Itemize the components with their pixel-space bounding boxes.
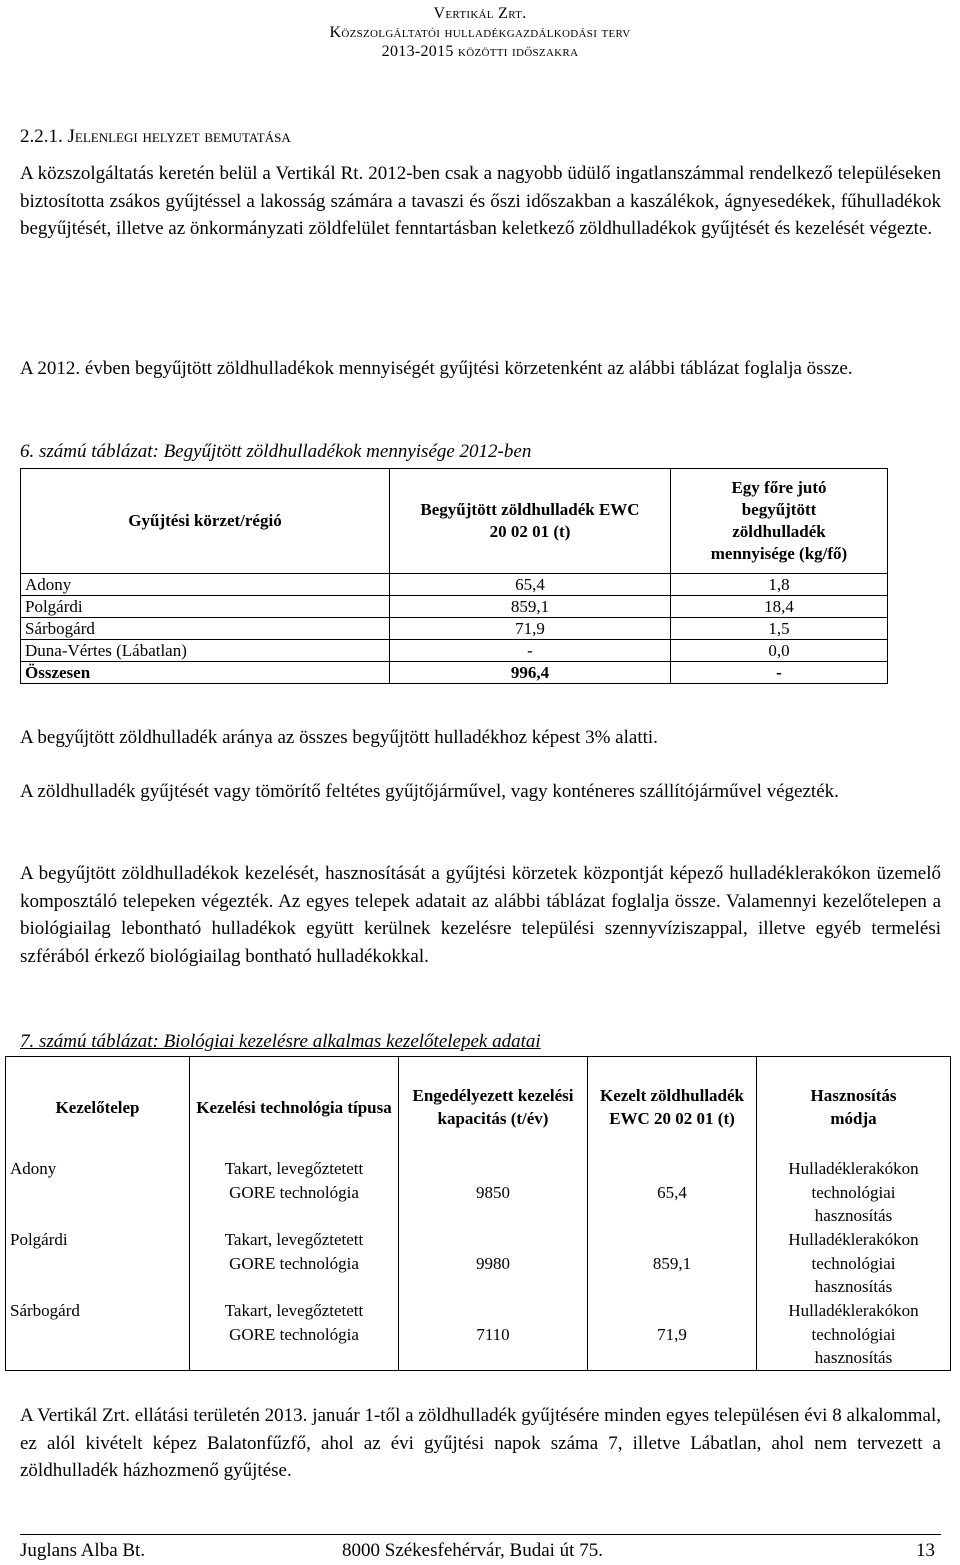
table7-cell: 9980 xyxy=(399,1228,588,1299)
table-total-row xyxy=(21,662,888,684)
header-company: Vertikál Zrt. xyxy=(433,5,527,22)
table-row xyxy=(21,596,888,618)
table6-cell: - xyxy=(390,640,671,662)
table-row xyxy=(21,618,888,640)
paragraph-table-intro: A 2012. évben begyűjtött zöldhulladékok mennyiségét gyűjtési körzetenként az alábbi táblázat foglalja össze. xyxy=(20,358,853,379)
section-heading: 2.2.1. Jelenlegi helyzet bemutatása xyxy=(20,126,291,147)
paragraph-treatment: A begyűjtött zöldhulladékok kezelését, hasznosítását a gyűjtési körzetek központját képező hulladéklerakókon üzemelő komposztáló telepeken végezték. Az egyes telepek adatait az alábbi táblázat foglalja össze. Valamennyi kezelőtelepen a biológiailag lebontható hulladékok együtt kerülnek kezelésre települési szennyvíziszappal, illetve egyéb termelési szférából érkező biológiailag bontható hulladékokkal. xyxy=(20,863,941,967)
table6-header-region: Gyűjtési körzet/régió xyxy=(21,469,390,574)
paragraph-ratio: A begyűjtött zöldhulladék aránya az összes begyűjtött hulladékhoz képest 3% alatti. xyxy=(20,727,658,748)
table-row xyxy=(21,640,888,662)
table-row xyxy=(21,574,888,596)
table7-cell: Hulladéklerakókon technológiai hasznosítás xyxy=(757,1228,951,1299)
table7-header-site: Kezelőtelep xyxy=(6,1057,190,1158)
table7-header-utilisation: Hasznosítás módja xyxy=(757,1057,951,1158)
table6-cell: 0,0 xyxy=(671,640,888,662)
header-period: 2013-2015 közötti időszakra xyxy=(381,43,579,60)
table6-header-collected: Begyűjtött zöldhulladék EWC 20 02 01 (t) xyxy=(390,469,671,574)
table6-caption: 6. számú táblázat: Begyűjtött zöldhulladékok mennyisége 2012-ben xyxy=(20,441,532,462)
table7-cell: Adony xyxy=(6,1157,190,1228)
table7-cell: 7110 xyxy=(399,1299,588,1371)
footer-company: Juglans Alba Bt. xyxy=(20,1540,146,1561)
header-plan-title: Közszolgáltatói hulladékgazdálkodási terv xyxy=(329,24,631,41)
table7-header-technology: Kezelési technológia típusa xyxy=(190,1057,399,1158)
table7-caption: 7. számú táblázat: Biológiai kezelésre alkalmas kezelőtelepek adatai xyxy=(20,1031,541,1052)
table7-cell: Hulladéklerakókon technológiai hasznosítás xyxy=(757,1299,951,1371)
table6-cell: Duna-Vértes (Lábatlan) xyxy=(21,640,390,662)
footer-divider xyxy=(20,1534,941,1535)
table7-cell: 71,9 xyxy=(588,1299,757,1371)
table7-cell: Takart, levegőztetett GORE technológia xyxy=(190,1228,399,1299)
table-row xyxy=(6,1228,951,1299)
table-row xyxy=(6,1157,951,1228)
table-row xyxy=(6,1299,951,1371)
table7-header-capacity: Engedélyezett kezelési kapacitás (t/év) xyxy=(399,1057,588,1158)
table6-total-value: 996,4 xyxy=(390,662,671,684)
table6-cell: 71,9 xyxy=(390,618,671,640)
table7-cell: Takart, levegőztetett GORE technológia xyxy=(190,1157,399,1228)
table6-cell: 18,4 xyxy=(671,596,888,618)
paragraph-2013-collection: A Vertikál Zrt. ellátási területén 2013. január 1-től a zöldhulladék gyűjtésére minden egyes településen évi 8 alkalommal, ez alól kivételt képez Balatonfűzfő, ahol az évi gyűjtési napok száma 7, illetve Lábatlan, ahol nem tervezett a zöldhulladék házhozmenő gyűjtése. xyxy=(20,1405,941,1481)
table6-cell: Adony xyxy=(21,574,390,596)
table6-cell: Polgárdi xyxy=(21,596,390,618)
table7-cell: Takart, levegőztetett GORE technológia xyxy=(190,1299,399,1371)
table6-cell: 859,1 xyxy=(390,596,671,618)
page-number: 13 xyxy=(916,1540,935,1561)
table6-cell: 1,8 xyxy=(671,574,888,596)
table7-cell: Hulladéklerakókon technológiai hasznosítás xyxy=(757,1157,951,1228)
table-treatment-sites xyxy=(5,1056,951,1371)
table6-header-per-capita: Egy főre jutó begyűjtött zöldhulladék mennyisége (kg/fő) xyxy=(671,469,888,574)
paragraph-intro: A közszolgáltatás keretén belül a Vertikál Rt. 2012-ben csak a nagyobb üdülő ingatlanszámmal rendelkező településeken biztosította zsákos gyűjtéssel a lakosság számára a tavaszi és őszi időszakban a kaszálékok, ágnyesedékek, fűhulladékok begyűjtését, illetve az önkormányzati zöldfelület fenntartásban keletkező zöldhulladékok gyűjtését és kezelését végezte. xyxy=(20,163,941,239)
table6-cell: 1,5 xyxy=(671,618,888,640)
table7-header-treated: Kezelt zöldhulladék EWC 20 02 01 (t) xyxy=(588,1057,757,1158)
table6-cell: 65,4 xyxy=(390,574,671,596)
table7-cell: Sárbogárd xyxy=(6,1299,190,1371)
paragraph-vehicles: A zöldhulladék gyűjtését vagy tömörítő feltétes gyűjtőjárművel, vagy konténeres szállítójárművel végezték. xyxy=(20,781,839,802)
table7-cell: 65,4 xyxy=(588,1157,757,1228)
table7-cell: 859,1 xyxy=(588,1228,757,1299)
table7-cell: Polgárdi xyxy=(6,1228,190,1299)
table6-cell: Sárbogárd xyxy=(21,618,390,640)
page-header xyxy=(0,4,960,61)
table-collected-green-waste xyxy=(20,468,888,684)
table7-cell: 9850 xyxy=(399,1157,588,1228)
table6-total-per-capita: - xyxy=(671,662,888,684)
table6-total-label: Összesen xyxy=(21,662,390,684)
footer-address: 8000 Székesfehérvár, Budai út 75. xyxy=(342,1540,603,1561)
